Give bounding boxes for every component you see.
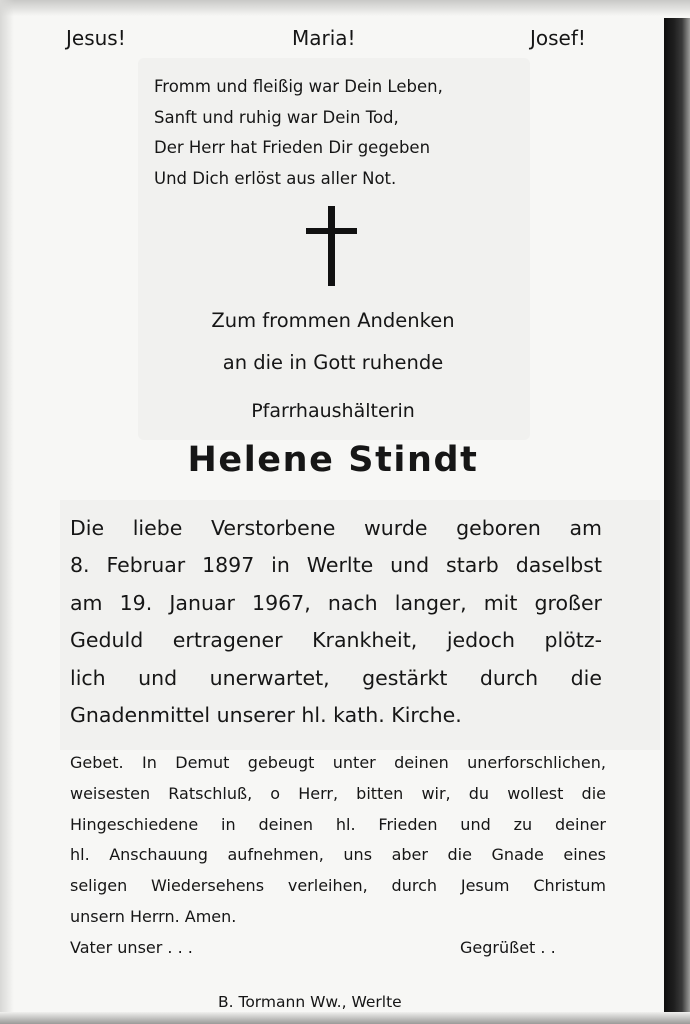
gegruesset: Gegrüßet . .: [460, 938, 556, 957]
poem-line: Und Dich erlöst aus aller Not.: [154, 168, 397, 188]
invocation-maria: Maria!: [292, 26, 356, 50]
occupation: Pfarrhaushälterin: [251, 400, 415, 422]
cross-icon: [300, 206, 364, 286]
prayer-line: hl. Anschauung aufnehmen, uns aber die Gnade eines: [70, 845, 606, 865]
prayer: [70, 748, 606, 933]
poem-line: Sanft und ruhig war Dein Tod,: [154, 107, 399, 127]
biography-line: Die liebe Verstorbene wurde geboren am: [70, 516, 602, 540]
biography-line: Geduld ertragener Krankheit, jedoch plötz-: [70, 628, 602, 653]
dedication-line-2: an die in Gott ruhende: [222, 351, 444, 374]
scan-shadow-top: [0, 0, 690, 16]
biography-line: 8. Februar 1897 in Werlte und starb daselbst: [70, 553, 602, 578]
invocation-header: [0, 26, 690, 56]
biography-line: lich und unerwartet, gestärkt durch die: [70, 665, 602, 690]
prayer-line: unsern Herrn. Amen.: [70, 906, 237, 926]
prayer-line: Gebet. In Demut gebeugt unter deinen unerforschlichen,: [70, 753, 606, 772]
memorial-poem: [154, 72, 534, 194]
scan-edge-right: [664, 18, 690, 1024]
printer-imprint: B. Tormann Ww., Werlte: [218, 993, 402, 1011]
prayer-line: weisesten Ratschluß, o Herr, bitten wir, du wollest die: [70, 783, 606, 803]
poem-line: Der Herr hat Frieden Dir gegeben: [154, 138, 431, 157]
biography-line: am 19. Januar 1967, nach langer, mit großer: [70, 590, 602, 615]
biography: [70, 510, 602, 734]
scan-shadow-left: [0, 0, 14, 1024]
invocation-jesus: Jesus!: [66, 26, 126, 50]
dedication-line-1: Zum frommen Andenken: [211, 309, 455, 332]
vater-unser: Vater unser . . .: [70, 938, 193, 957]
biography-line: Gnadenmittel unserer hl. kath. Kirche.: [70, 703, 462, 728]
prayer-line: seligen Wiedersehens verleihen, durch Jesum Christum: [70, 876, 606, 896]
scan-edge-bottom: [0, 1012, 690, 1024]
prayer-line: Hingeschiedene in deinen hl. Frieden und zu deiner: [70, 814, 606, 834]
deceased-name: Helene Stindt: [187, 440, 479, 480]
invocation-josef: Josef!: [530, 26, 586, 50]
poem-line: Fromm und fleißig war Dein Leben,: [154, 77, 443, 96]
